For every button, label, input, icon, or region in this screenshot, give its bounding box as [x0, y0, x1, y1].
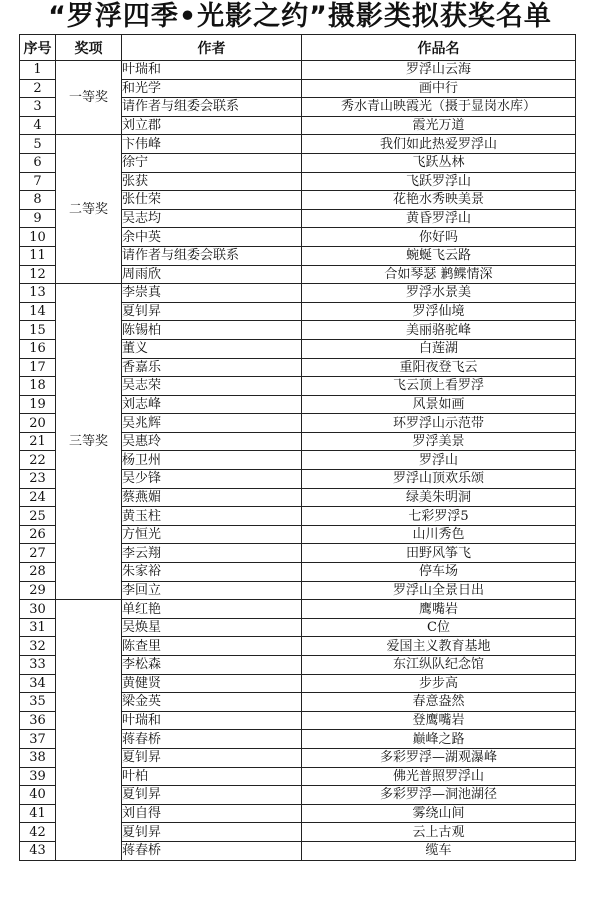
table-row — [20, 135, 576, 154]
author-cell: 蔡燕媚 — [122, 488, 302, 507]
author-cell: 叶瑞和 — [122, 711, 302, 730]
work-title-cell: 佛光普照罗浮山 — [302, 767, 576, 786]
row-number: 2 — [20, 79, 56, 98]
row-number: 12 — [20, 265, 56, 284]
author-cell: 香嘉乐 — [122, 358, 302, 377]
table-row — [20, 600, 576, 619]
author-cell: 徐宁 — [122, 153, 302, 172]
row-number: 3 — [20, 98, 56, 117]
work-title-cell: 画中行 — [302, 79, 576, 98]
author-cell: 吴志均 — [122, 209, 302, 228]
row-number: 17 — [20, 358, 56, 377]
work-title-cell: 美丽骆驼峰 — [302, 321, 576, 340]
row-number: 37 — [20, 730, 56, 749]
author-cell: 卞伟峰 — [122, 135, 302, 154]
work-title-cell: 风景如画 — [302, 395, 576, 414]
work-title-cell: 你好吗 — [302, 228, 576, 247]
row-number: 43 — [20, 841, 56, 860]
work-title-cell: 黄昏罗浮山 — [302, 209, 576, 228]
row-number: 16 — [20, 339, 56, 358]
work-title-cell: 七彩罗浮5 — [302, 507, 576, 526]
row-number: 29 — [20, 581, 56, 600]
column-header-work: 作品名 — [302, 35, 576, 61]
award-grade-cell — [56, 600, 122, 860]
author-cell: 吴惠玲 — [122, 432, 302, 451]
author-cell: 李崇真 — [122, 284, 302, 303]
author-cell: 和光学 — [122, 79, 302, 98]
row-number: 42 — [20, 823, 56, 842]
row-number: 8 — [20, 191, 56, 210]
author-cell: 杨卫州 — [122, 451, 302, 470]
row-number: 7 — [20, 172, 56, 191]
author-cell: 蒋春桥 — [122, 730, 302, 749]
author-cell: 李云翔 — [122, 544, 302, 563]
work-title-cell: 飞云顶上看罗浮 — [302, 377, 576, 396]
author-cell: 方恒光 — [122, 525, 302, 544]
author-cell: 余中英 — [122, 228, 302, 247]
author-cell: 夏钊昇 — [122, 786, 302, 805]
page-title: “罗浮四季•光影之约”摄影类拟获奖名单 — [48, 1, 552, 32]
work-title-cell: 蜿蜒飞云路 — [302, 246, 576, 265]
row-number: 40 — [20, 786, 56, 805]
row-number: 23 — [20, 470, 56, 489]
row-number: 22 — [20, 451, 56, 470]
row-number: 1 — [20, 61, 56, 80]
row-number: 31 — [20, 618, 56, 637]
work-title-cell: 罗浮山顶欢乐颂 — [302, 470, 576, 489]
column-header-grade: 奖项 — [56, 35, 122, 61]
work-title-cell: 山川秀色 — [302, 525, 576, 544]
author-cell: 刘志峰 — [122, 395, 302, 414]
work-title-cell: 步步高 — [302, 674, 576, 693]
row-number: 38 — [20, 748, 56, 767]
row-number: 28 — [20, 563, 56, 582]
author-cell: 朱家裕 — [122, 563, 302, 582]
author-cell: 李回立 — [122, 581, 302, 600]
work-title-cell: 秀水青山映霞光（摄于显岗水库） — [302, 98, 576, 117]
row-number: 36 — [20, 711, 56, 730]
work-title-cell: 缆车 — [302, 841, 576, 860]
row-number: 13 — [20, 284, 56, 303]
row-number: 9 — [20, 209, 56, 228]
row-number: 4 — [20, 116, 56, 135]
work-title-cell: 我们如此热爱罗浮山 — [302, 135, 576, 154]
author-cell: 单红艳 — [122, 600, 302, 619]
work-title-cell: C位 — [302, 618, 576, 637]
work-title-cell: 罗浮水景美 — [302, 284, 576, 303]
column-header-author: 作者 — [122, 35, 302, 61]
row-number: 27 — [20, 544, 56, 563]
work-title-cell: 合如琴瑟 鹣鲽情深 — [302, 265, 576, 284]
work-title-cell: 罗浮山云海 — [302, 61, 576, 80]
award-grade-cell: 二等奖 — [56, 135, 122, 284]
work-title-cell: 飞跃罗浮山 — [302, 172, 576, 191]
author-cell: 周雨欣 — [122, 265, 302, 284]
work-title-cell: 罗浮美景 — [302, 432, 576, 451]
work-title-cell: 飞跃丛林 — [302, 153, 576, 172]
author-cell: 刘自得 — [122, 804, 302, 823]
work-title-cell: 花艳水秀映美景 — [302, 191, 576, 210]
author-cell: 张获 — [122, 172, 302, 191]
row-number: 26 — [20, 525, 56, 544]
row-number: 15 — [20, 321, 56, 340]
row-number: 34 — [20, 674, 56, 693]
author-cell: 请作者与组委会联系 — [122, 98, 302, 117]
work-title-cell: 田野风筝飞 — [302, 544, 576, 563]
row-number: 41 — [20, 804, 56, 823]
author-cell: 董义 — [122, 339, 302, 358]
row-number: 32 — [20, 637, 56, 656]
work-title-cell: 多彩罗浮—洞池湖径 — [302, 786, 576, 805]
work-title-cell: 罗浮山 — [302, 451, 576, 470]
row-number: 11 — [20, 246, 56, 265]
author-cell: 陈查里 — [122, 637, 302, 656]
author-cell: 吴少锋 — [122, 470, 302, 489]
author-cell: 李松森 — [122, 656, 302, 675]
work-title-cell: 东江纵队纪念馆 — [302, 656, 576, 675]
author-cell: 夏钊昇 — [122, 823, 302, 842]
author-cell: 吴焕星 — [122, 618, 302, 637]
author-cell: 叶柏 — [122, 767, 302, 786]
row-number: 14 — [20, 302, 56, 321]
table-header — [20, 35, 576, 61]
author-cell: 刘立郡 — [122, 116, 302, 135]
work-title-cell: 多彩罗浮—湖观瀑峰 — [302, 748, 576, 767]
row-number: 39 — [20, 767, 56, 786]
row-number: 20 — [20, 414, 56, 433]
work-title-cell: 重阳夜登飞云 — [302, 358, 576, 377]
row-number: 24 — [20, 488, 56, 507]
author-cell: 夏钊昇 — [122, 302, 302, 321]
author-cell: 梁金英 — [122, 693, 302, 712]
header-row — [20, 35, 576, 61]
author-cell: 请作者与组委会联系 — [122, 246, 302, 265]
work-title-cell: 鹰嘴岩 — [302, 600, 576, 619]
author-cell: 黄健贤 — [122, 674, 302, 693]
row-number: 25 — [20, 507, 56, 526]
work-title-cell: 罗浮仙境 — [302, 302, 576, 321]
work-title-cell: 爱国主义教育基地 — [302, 637, 576, 656]
work-title-cell: 环罗浮山示范带 — [302, 414, 576, 433]
work-title-cell: 绿美朱明洞 — [302, 488, 576, 507]
work-title-cell: 白莲湖 — [302, 339, 576, 358]
work-title-cell: 巅峰之路 — [302, 730, 576, 749]
author-cell: 陈锡柏 — [122, 321, 302, 340]
work-title-cell: 雾绕山间 — [302, 804, 576, 823]
work-title-cell: 停车场 — [302, 563, 576, 582]
author-cell: 黄玉柱 — [122, 507, 302, 526]
award-table — [19, 34, 576, 861]
author-cell: 夏钊昇 — [122, 748, 302, 767]
work-title-cell: 罗浮山全景日出 — [302, 581, 576, 600]
table-body — [20, 61, 576, 861]
work-title-cell: 云上古观 — [302, 823, 576, 842]
author-cell: 蒋春桥 — [122, 841, 302, 860]
work-title-cell: 春意盎然 — [302, 693, 576, 712]
row-number: 30 — [20, 600, 56, 619]
author-cell: 叶瑞和 — [122, 61, 302, 80]
row-number: 33 — [20, 656, 56, 675]
table-row — [20, 61, 576, 80]
work-title-cell: 登鹰嘴岩 — [302, 711, 576, 730]
row-number: 5 — [20, 135, 56, 154]
author-cell: 吴志荣 — [122, 377, 302, 396]
row-number: 6 — [20, 153, 56, 172]
award-grade-cell: 一等奖 — [56, 61, 122, 135]
column-header-num: 序号 — [20, 35, 56, 61]
row-number: 21 — [20, 432, 56, 451]
award-grade-cell: 三等奖 — [56, 284, 122, 600]
author-cell: 张仕荣 — [122, 191, 302, 210]
row-number: 19 — [20, 395, 56, 414]
row-number: 35 — [20, 693, 56, 712]
author-cell: 吴兆辉 — [122, 414, 302, 433]
table-row — [20, 284, 576, 303]
row-number: 18 — [20, 377, 56, 396]
work-title-cell: 霞光万道 — [302, 116, 576, 135]
row-number: 10 — [20, 228, 56, 247]
